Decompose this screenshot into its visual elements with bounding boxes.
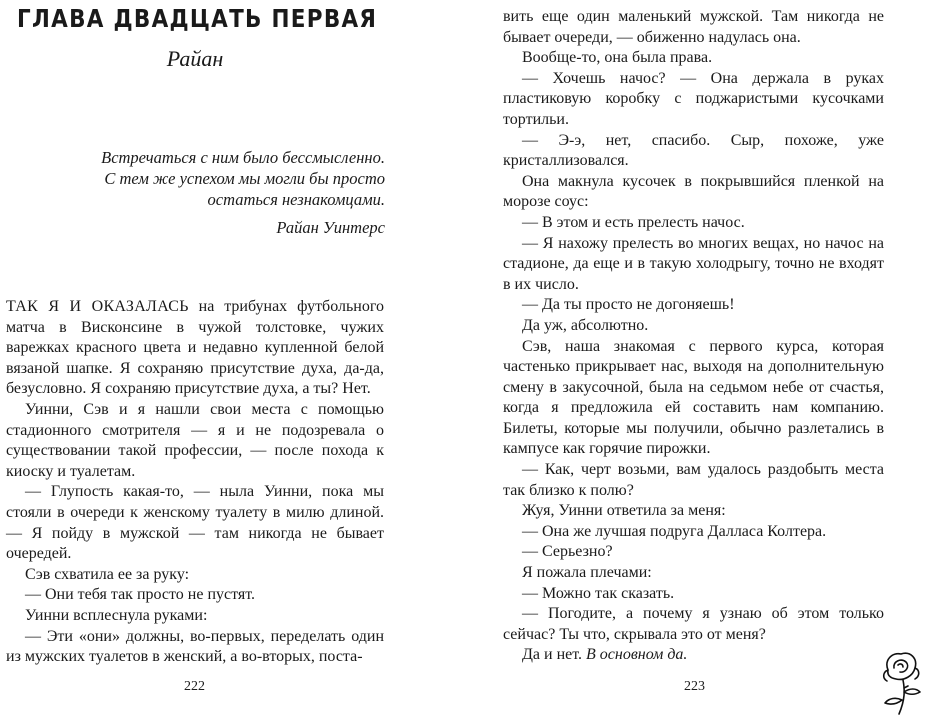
chapter-title: ГЛАВА ДВАДЦАТЬ ПЕРВАЯ	[17, 4, 378, 33]
paragraph: — Э-э, нет, спасибо. Сыр, похоже, уже кристаллизовался.	[503, 131, 884, 170]
paragraph: Да уж, абсолютно.	[522, 316, 649, 334]
paragraph: Сэв схватила ее за руку:	[25, 565, 190, 583]
right-page	[463, 0, 927, 719]
paragraph: — Эти «они» должны, во-первых, переделать один из мужских туалетов в женский, а во-вторых, поста-	[6, 627, 384, 666]
left-page	[0, 0, 463, 719]
paragraph-text: Да и нет.	[522, 646, 587, 664]
paragraph: вить еще один маленький мужской. Там никогда не бывает очереди, — обиженно надулась она.	[503, 8, 884, 46]
epigraph-line: остаться незнакомцами.	[207, 190, 385, 209]
lead-in: ТАК Я И ОКАЗАЛАСЬ	[6, 298, 189, 315]
paragraph: — Они тебя так просто не пустят.	[25, 586, 256, 604]
paragraph: Вообще-то, она была права.	[522, 49, 713, 67]
page-number: 223	[684, 679, 705, 694]
left-body-text	[6, 297, 384, 668]
paragraph: Уинни, Сэв и я нашли свои места с помощью стадионного смотрителя — я и не подозревала о существовании такой профессии, — после похода к киоску и туалетам.	[6, 400, 384, 480]
page-number: 222	[184, 679, 205, 694]
paragraph-text: на трибунах футбольного матча в Висконсине в чужой толстовке, чужих варежках красного цвета и недавно купленной белой вязаной шапке. Я сохраняю присутствие духа, да-да, безусловно. Я сохраняю присутствие духа, а ты? Нет.	[6, 298, 384, 398]
paragraph: — Погодите, а почему я узнаю об этом только сейчас? Ты что, скрывала это от меня?	[503, 605, 884, 643]
paragraph: — В этом и есть прелесть начос.	[522, 213, 745, 231]
paragraph	[503, 645, 884, 666]
paragraph	[6, 297, 384, 400]
epigraph	[65, 147, 385, 210]
chapter-subtitle: Райан	[166, 46, 224, 71]
right-body-text	[503, 7, 884, 666]
paragraph: Жуя, Уинни ответила за меня:	[522, 502, 726, 520]
epigraph-line: С тем же успехом мы могли бы просто	[104, 169, 385, 188]
rose-icon	[874, 648, 927, 716]
paragraph: — Я нахожу прелесть во многих вещах, но начос на стадионе, да еще и в такую холодрыгу, точно не входят в их число.	[503, 234, 884, 293]
paragraph: Я пожала плечами:	[522, 564, 652, 582]
epigraph-author: Райан Уинтерс	[276, 218, 385, 237]
epigraph-line: Встречаться с ним было бессмысленно.	[101, 148, 385, 167]
italic-text: В основном да.	[586, 646, 688, 664]
paragraph: Она макнула кусочек в покрывшийся пленкой на морозе соус:	[503, 172, 884, 211]
paragraph: — Глупость какая-то, — ныла Уинни, пока мы стояли в очереди к женскому туалету в милю длиной. — Я пойду в мужской — там никогда не бывает очередей.	[6, 483, 384, 563]
paragraph: — Да ты просто не догоняешь!	[522, 296, 735, 314]
paragraph: Уинни всплеснула руками:	[25, 606, 208, 624]
paragraph: — Можно так сказать.	[522, 584, 675, 602]
paragraph: — Серьезно?	[522, 543, 613, 561]
paragraph: — Как, черт возьми, вам удалось раздобыть места так близко к полю?	[503, 461, 884, 499]
paragraph: — Хочешь начос? — Она держала в руках пластиковую коробку с поджаристыми кусочками тортильи.	[503, 69, 884, 128]
paragraph: Сэв, наша знакомая с первого курса, которая частенько прикрывает нас, выходя на дополнительную смену в закусочной, была на седьмом небе от счастья, когда я предложила ей составить нам компанию. Билеты, которые мы получили, обычно разлетались в кампусе как горячие пирожки.	[503, 337, 884, 458]
paragraph: — Она же лучшая подруга Далласа Колтера.	[522, 522, 827, 540]
